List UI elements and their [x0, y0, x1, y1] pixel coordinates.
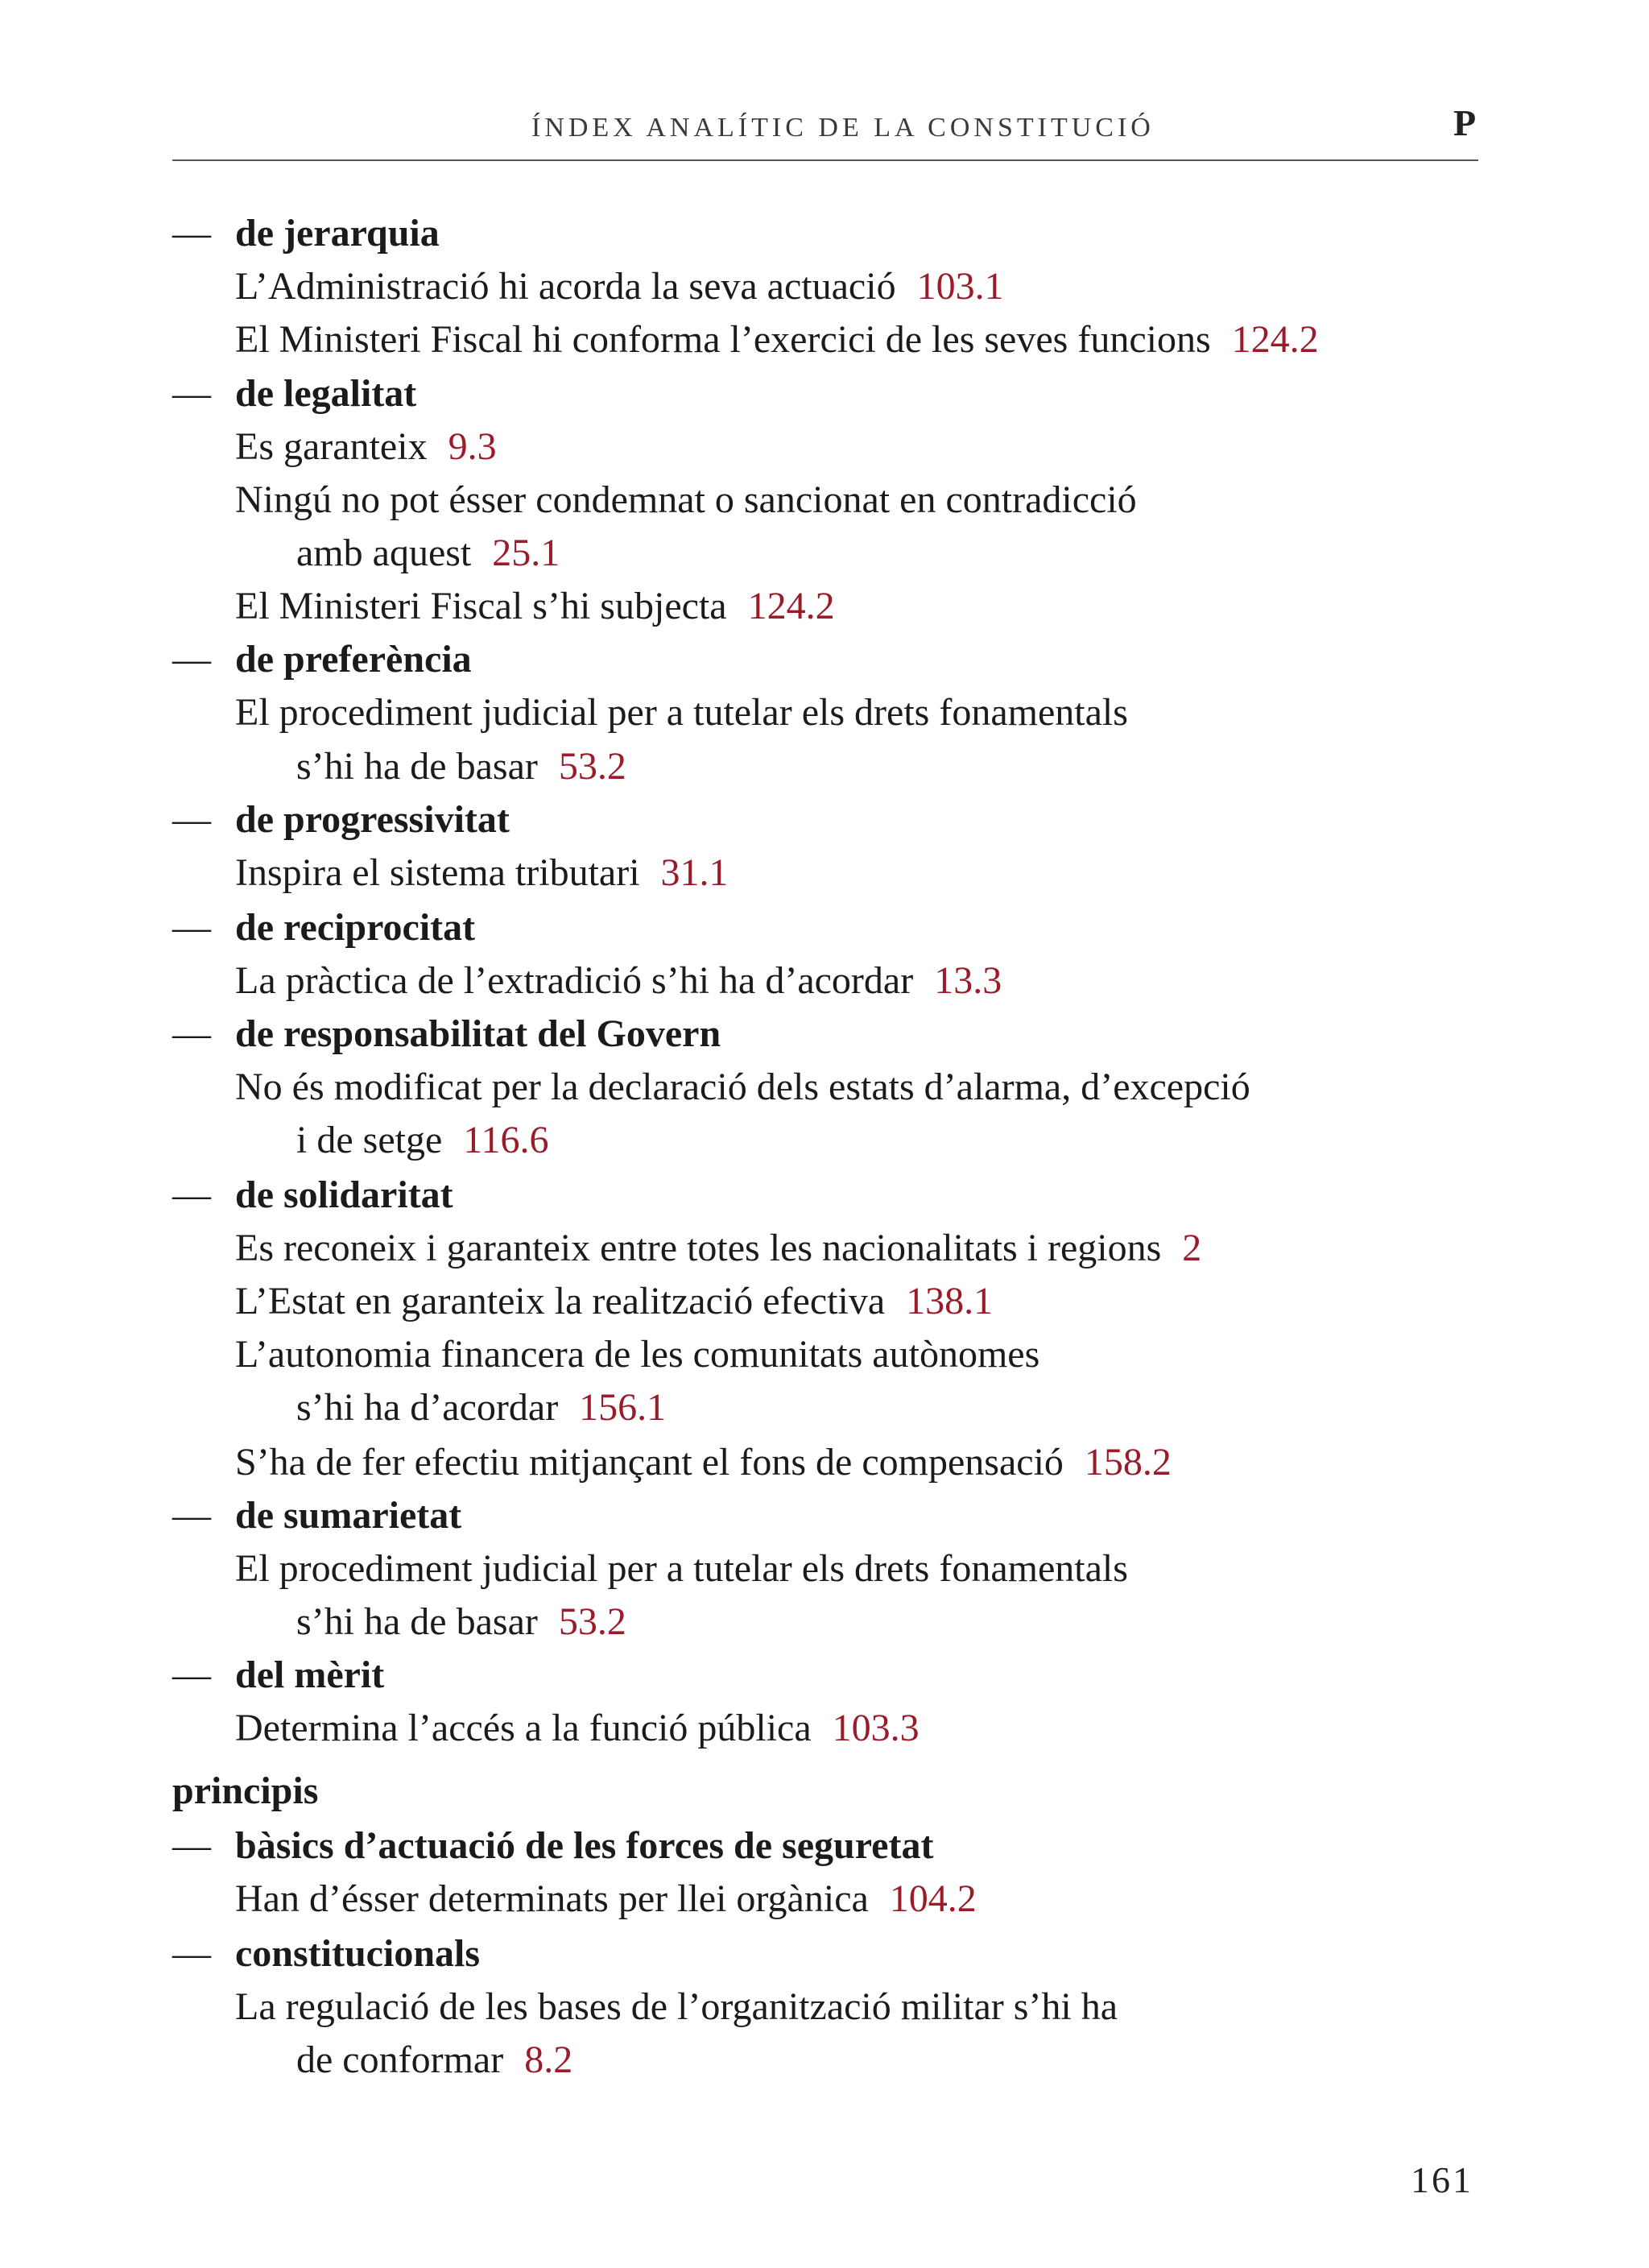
subentry-term: de reciprocitat: [235, 906, 476, 949]
article-reference: 53.2: [558, 1600, 626, 1643]
description-wrap: [235, 1703, 920, 1754]
description-wrap: [235, 581, 835, 632]
subentry-heading: [0, 1169, 1649, 1221]
dash-mark: —: [172, 798, 211, 841]
article-reference: 9.3: [448, 425, 497, 468]
subentry-heading: [0, 634, 1649, 685]
entry-line: [0, 955, 1649, 1007]
subentry-heading: [0, 1820, 1649, 1872]
entry-line: [0, 1223, 1649, 1274]
dash-mark: —: [172, 1173, 211, 1216]
article-reference: 158.2: [1084, 1441, 1172, 1484]
continuation-text: i de setge: [296, 1119, 443, 1161]
article-reference: 2: [1182, 1227, 1202, 1269]
description-text: L’Administració hi acorda la seva actuació: [235, 265, 896, 308]
description-wrap: [235, 261, 1004, 312]
entry-line: [0, 1981, 1649, 2033]
subentry-term: bàsics d’actuació de les forces de seguretat: [235, 1824, 934, 1867]
dash-mark: —: [172, 1932, 211, 1975]
continuation-wrap: [296, 1382, 666, 1434]
dash-mark: —: [172, 1494, 211, 1537]
subentry-term: de progressivitat: [235, 798, 510, 841]
subentry-term: de sumarietat: [235, 1494, 462, 1537]
description-text: El procediment judicial per a tutelar els drets fonamentals: [235, 691, 1128, 734]
continuation-text: s’hi ha de basar: [296, 1600, 538, 1643]
entry-line: [0, 687, 1649, 739]
entry-line: [0, 1543, 1649, 1595]
dash-mark: —: [172, 1824, 211, 1867]
subentry-heading: [0, 1490, 1649, 1542]
dash-mark: —: [172, 1653, 211, 1696]
article-reference: 116.6: [463, 1119, 549, 1161]
page-number: 161: [1411, 2159, 1473, 2200]
section-letter: P: [1453, 102, 1477, 143]
subentry-term: de jerarquia: [235, 212, 440, 255]
continuation-wrap: [296, 741, 626, 793]
description-text: El Ministeri Fiscal hi conforma l’exercici de les seves funcions: [235, 318, 1211, 361]
description-wrap: [235, 1223, 1201, 1274]
entry-line: [0, 1703, 1649, 1754]
description-text: Han d’ésser determinats per llei orgànica: [235, 1877, 869, 1920]
entry-line: [0, 1873, 1649, 1925]
header-rule: [172, 159, 1478, 161]
continuation-text: de conformar: [296, 2038, 504, 2081]
subentry-term: de solidaritat: [235, 1173, 453, 1216]
description-wrap: [235, 1329, 1039, 1380]
description-text: L’Estat en garanteix la realització efectiva: [235, 1280, 886, 1322]
subentry-heading: [0, 1928, 1649, 1980]
description-wrap: [235, 1543, 1128, 1595]
description-text: El Ministeri Fiscal s’hi subjecta: [235, 585, 727, 627]
description-text: La regulació de les bases de l’organització militar s’hi ha: [235, 1985, 1118, 2028]
description-wrap: [235, 1981, 1118, 2033]
article-reference: 103.3: [832, 1707, 920, 1749]
continuation-text: s’hi ha de basar: [296, 745, 538, 788]
continuation-wrap: [296, 1596, 626, 1648]
description-text: Es reconeix i garanteix entre totes les nacionalitats i regions: [235, 1227, 1162, 1269]
continuation-wrap: [296, 2034, 572, 2086]
article-reference: 25.1: [492, 532, 560, 574]
description-wrap: [235, 474, 1137, 526]
article-reference: 13.3: [934, 959, 1002, 1002]
dash-mark: —: [172, 372, 211, 415]
entry-continuation: [0, 1382, 1649, 1434]
entry-line: [0, 1276, 1649, 1327]
continuation-text: s’hi ha d’acordar: [296, 1386, 559, 1429]
dash-mark: —: [172, 212, 211, 255]
entry-continuation: [0, 1596, 1649, 1648]
article-reference: 138.1: [906, 1280, 994, 1322]
description-text: Es garanteix: [235, 425, 428, 468]
description-text: S’ha de fer efectiu mitjançant el fons de compensació: [235, 1441, 1064, 1484]
description-text: Determina l’accés a la funció pública: [235, 1707, 812, 1749]
description-text: No és modificat per la declaració dels estats d’alarma, d’excepció: [235, 1066, 1250, 1108]
subentry-heading: [0, 1008, 1649, 1060]
main-entry-term: principis: [172, 1769, 319, 1812]
entry-line: [0, 847, 1649, 899]
main-entry: [0, 1765, 1649, 1817]
entry-continuation: [0, 741, 1649, 793]
description-wrap: [235, 847, 729, 899]
subentry-heading: [0, 794, 1649, 846]
description-wrap: [235, 687, 1128, 739]
description-text: La pràctica de l’extradició s’hi ha d’acordar: [235, 959, 914, 1002]
subentry-heading: [0, 368, 1649, 420]
article-reference: 156.1: [579, 1386, 667, 1429]
dash-mark: —: [172, 638, 211, 681]
description-wrap: [235, 1873, 977, 1925]
description-wrap: [235, 1062, 1250, 1113]
article-reference: 31.1: [660, 851, 729, 894]
entry-line: [0, 261, 1649, 312]
entry-line: [0, 581, 1649, 632]
dash-mark: —: [172, 906, 211, 949]
entry-line: [0, 1437, 1649, 1488]
entry-line: [0, 1329, 1649, 1380]
subentry-term: de preferència: [235, 638, 472, 681]
subentry-term: del mèrit: [235, 1653, 385, 1696]
subentry-term: constitucionals: [235, 1932, 481, 1975]
description-wrap: [235, 421, 497, 473]
continuation-wrap: [296, 1115, 548, 1166]
running-head: [0, 101, 1649, 150]
entry-line: [0, 421, 1649, 473]
description-wrap: [235, 955, 1002, 1007]
subentry-heading: [0, 208, 1649, 259]
entry-continuation: [0, 528, 1649, 579]
article-reference: 103.1: [916, 265, 1004, 308]
dash-mark: —: [172, 1012, 211, 1055]
description-text: L’autonomia financera de les comunitats autònomes: [235, 1333, 1040, 1376]
description-wrap: [235, 1276, 993, 1327]
entry-line: [0, 1062, 1649, 1113]
subentry-heading: [0, 1649, 1649, 1701]
running-title: ÍNDEX ANALÍTIC DE LA CONSTITUCIÓ: [531, 113, 1155, 143]
subentry-term: de legalitat: [235, 372, 417, 415]
description-text: Ningú no pot ésser condemnat o sancionat en contradicció: [235, 478, 1137, 521]
subentry-term: de responsabilitat del Govern: [235, 1012, 721, 1055]
entry-line: [0, 314, 1649, 366]
entry-continuation: [0, 2034, 1649, 2086]
subentry-heading: [0, 902, 1649, 954]
continuation-wrap: [296, 528, 560, 579]
description-text: El procediment judicial per a tutelar els drets fonamentals: [235, 1547, 1128, 1590]
article-reference: 53.2: [558, 745, 626, 788]
article-reference: 124.2: [1231, 318, 1319, 361]
article-reference: 104.2: [889, 1877, 977, 1920]
description-wrap: [235, 1437, 1172, 1488]
description-text: Inspira el sistema tributari: [235, 851, 640, 894]
article-reference: 124.2: [747, 585, 835, 627]
article-reference: 8.2: [524, 2038, 573, 2081]
continuation-text: amb aquest: [296, 532, 472, 574]
entry-line: [0, 474, 1649, 526]
description-wrap: [235, 314, 1319, 366]
entry-continuation: [0, 1115, 1649, 1166]
